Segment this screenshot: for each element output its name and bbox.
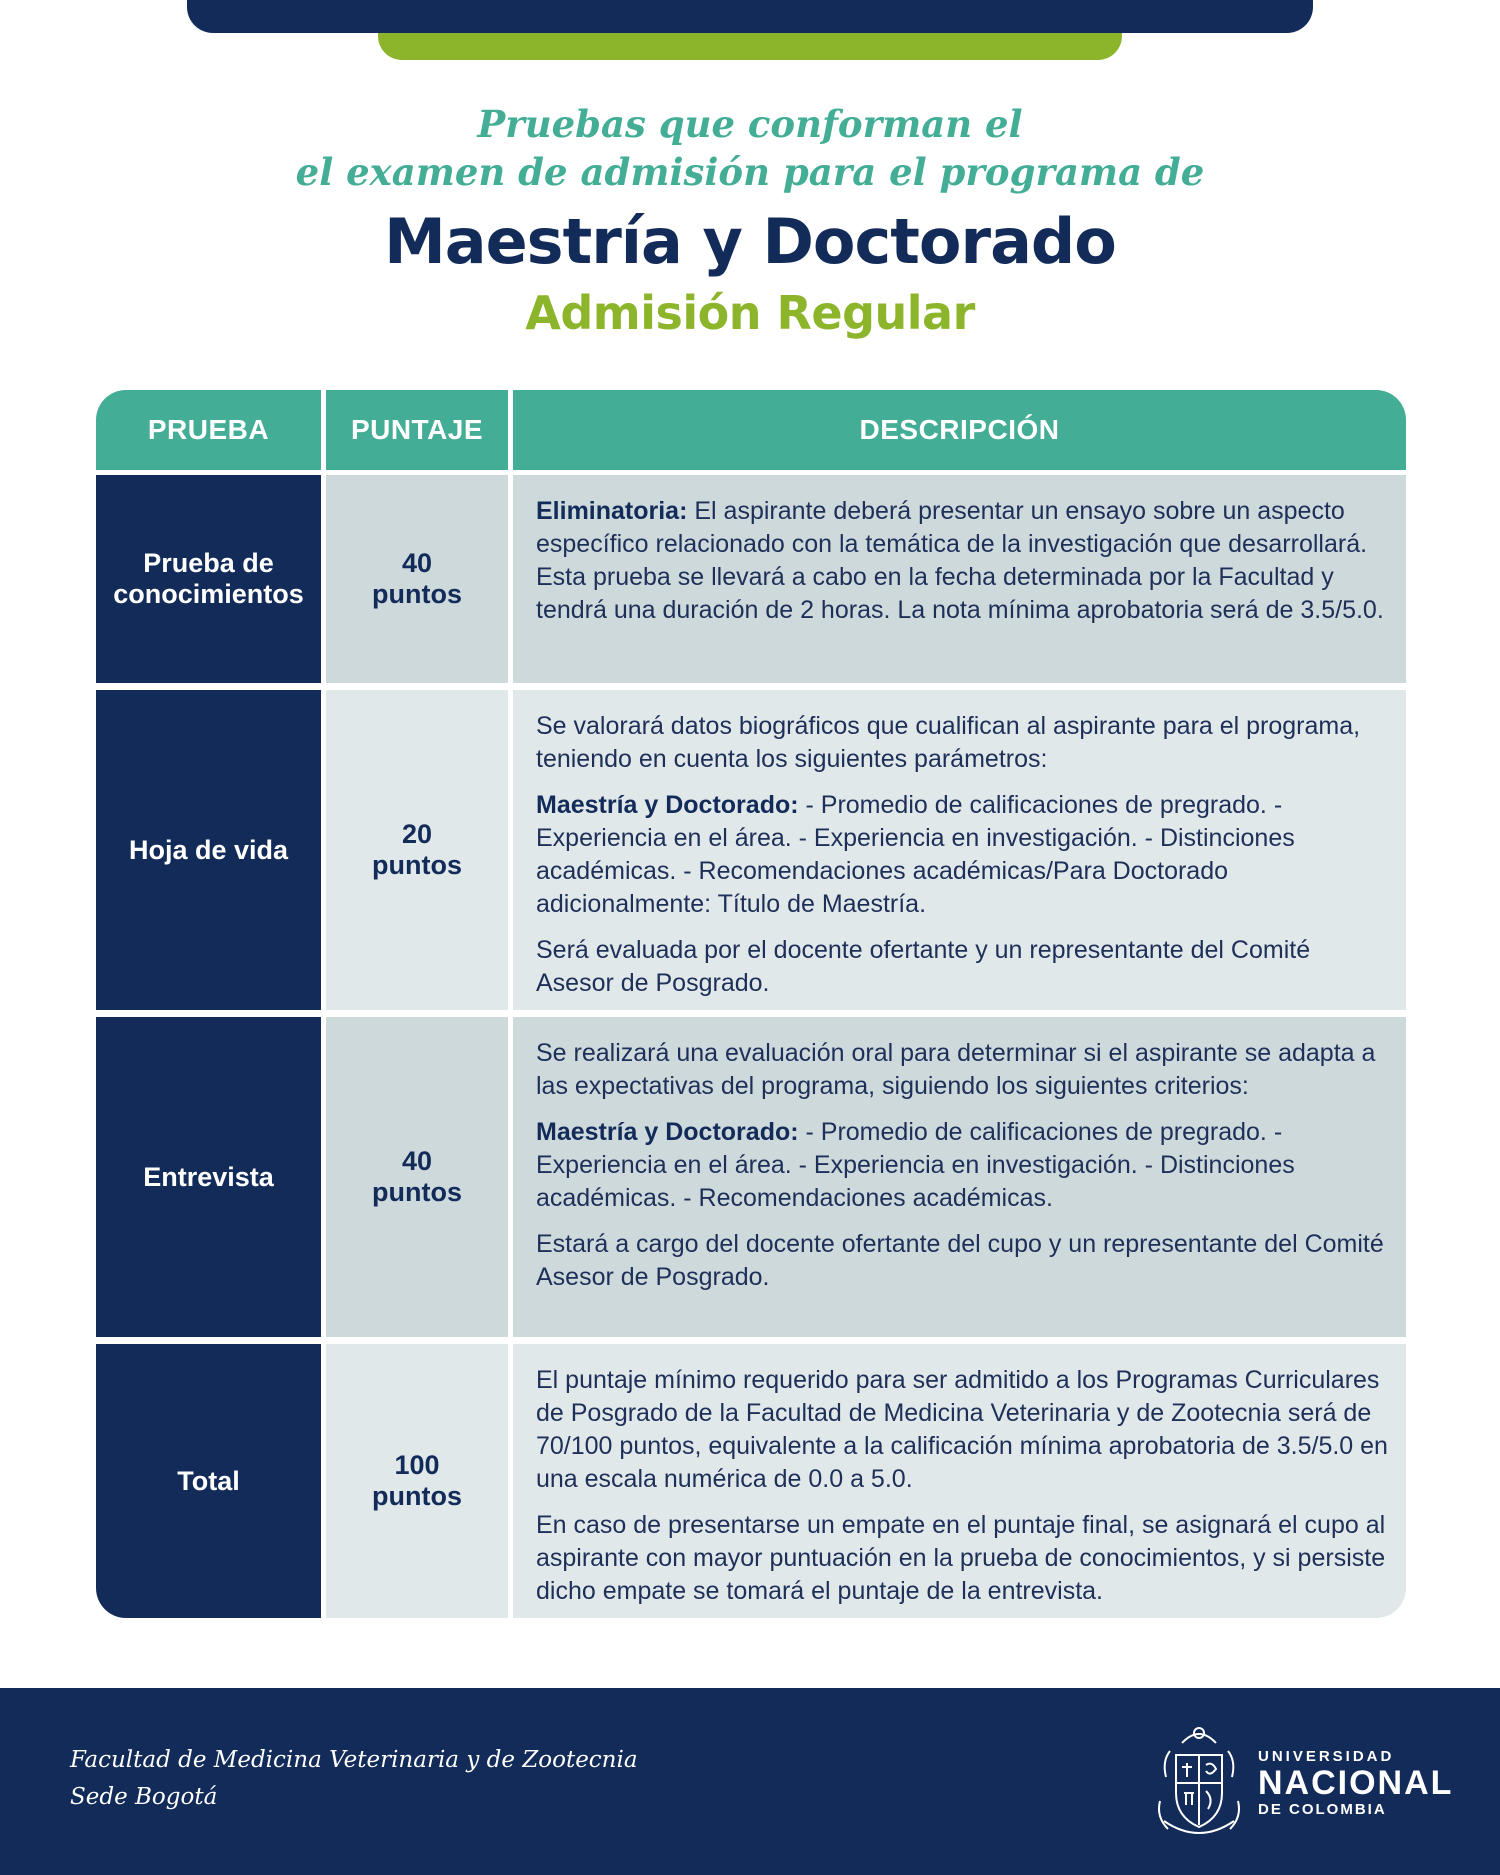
table-row: [96, 475, 1406, 683]
top-decorative-bar-green: [378, 33, 1122, 60]
university-logo-text: [1258, 1748, 1453, 1818]
universidad-nacional-seal-icon: [1152, 1721, 1246, 1841]
prueba-cell: [96, 690, 321, 1010]
prueba-label: Entrevista: [143, 1161, 274, 1192]
descripcion-paragraph: El puntaje mínimo requerido para ser admitido a los Programas Curriculares de Posgrado de la Facultad de Medicina Veterinaria y de Zootecnia será de 70/100 puntos, equivalente a la calificación mínima aprobatoria de 3.5/5.0 en una escala numérica de 0.0 a 5.0.: [536, 1366, 1388, 1493]
descripcion-text: El aspirante deberá presentar un ensayo sobre un aspecto específico relacionado con la temática de la investigación que desarrollará. Esta prueba se llevará a cabo en la fecha determinada por la Facultad y tendrá una duración de 2 horas. La nota mínima aprobatoria será de 3.5/5.0.: [536, 497, 1384, 624]
descripcion-paragraph: Estará a cargo del docente ofertante del cupo y un representante del Comité Asesor de Posgrado.: [536, 1230, 1384, 1291]
puntaje-unit: puntos: [372, 1177, 462, 1207]
header-subtitle-line2: el examen de admisión para el programa de: [295, 150, 1205, 194]
top-decorative-bar-navy: [187, 0, 1313, 33]
table-row: [96, 1344, 1406, 1618]
page-header: [0, 100, 1500, 342]
descripcion-cell: [513, 690, 1406, 1010]
logo-line1: UNIVERSIDAD: [1258, 1748, 1395, 1765]
descripcion-paragraph: Se realizará una evaluación oral para determinar si el aspirante se adapta a las expectativas del programa, siguiendo los siguientes criterios:: [536, 1039, 1376, 1100]
admission-tests-table: [96, 390, 1406, 1625]
descripcion-bold-label: Maestría y Doctorado:: [536, 791, 799, 819]
descripcion-paragraph: [536, 789, 1388, 921]
table-header-row: [96, 390, 1406, 470]
descripcion-paragraph: [536, 495, 1388, 627]
puntaje-unit: puntos: [372, 579, 462, 609]
header-subtitle-line1: Pruebas que conforman el: [477, 102, 1023, 146]
page-title: Maestría y Doctorado: [384, 205, 1116, 278]
prueba-cell: [96, 1344, 321, 1618]
puntaje-unit: puntos: [372, 850, 462, 880]
column-header-puntaje: PUNTAJE: [326, 390, 508, 470]
table-row: [96, 1017, 1406, 1337]
descripcion-paragraph: En caso de presentarse un empate en el puntaje final, se asignará el cupo al aspirante con mayor puntuación en la prueba de conocimientos, y si persiste dicho empate se tomará el puntaje de la entrevista.: [536, 1511, 1386, 1605]
prueba-cell: [96, 1017, 321, 1337]
logo-line2: NACIONAL: [1258, 1764, 1454, 1802]
descripcion-cell: [513, 1344, 1406, 1618]
prueba-label: Total: [177, 1465, 240, 1496]
descripcion-paragraph: Será evaluada por el docente ofertante y un representante del Comité Asesor de Posgrado.: [536, 936, 1311, 997]
page-footer: [0, 1688, 1500, 1875]
puntaje-unit: puntos: [372, 1481, 462, 1511]
puntaje-cell: [326, 475, 508, 683]
column-header-descripcion: DESCRIPCIÓN: [513, 390, 1406, 470]
column-header-prueba: PRUEBA: [96, 390, 321, 470]
table-row: [96, 690, 1406, 1010]
prueba-cell: [96, 475, 321, 683]
puntaje-cell: [326, 690, 508, 1010]
puntaje-value: 100: [394, 1450, 440, 1480]
prueba-label: Prueba de conocimientos: [113, 548, 304, 609]
puntaje-cell: [326, 1344, 508, 1618]
puntaje-value: 20: [401, 819, 433, 849]
page-subtitle-admision: Admisión Regular: [525, 286, 975, 340]
footer-faculty-text: [70, 1742, 638, 1816]
puntaje-cell: [326, 1017, 508, 1337]
prueba-label: Hoja de vida: [128, 834, 289, 865]
footer-line2: Sede Bogotá: [70, 1784, 218, 1810]
descripcion-bold-label: Maestría y Doctorado:: [536, 1118, 799, 1146]
footer-line1: Facultad de Medicina Veterinaria y de Zootecnia: [70, 1747, 638, 1773]
descripcion-cell: [513, 475, 1406, 683]
descripcion-paragraph: [536, 1116, 1388, 1215]
descripcion-cell: [513, 1017, 1406, 1337]
puntaje-value: 40: [401, 1146, 433, 1176]
logo-line3: DE COLOMBIA: [1258, 1801, 1387, 1818]
puntaje-value: 40: [401, 548, 433, 578]
descripcion-paragraph: Se valorará datos biográficos que cualifican al aspirante para el programa, teniendo en cuenta los siguientes parámetros:: [536, 712, 1361, 773]
descripcion-text: - Promedio de calificaciones de pregrado. - Experiencia en el área. - Experiencia en investigación. - Distinciones académicas. - Recomendaciones académicas.: [536, 1118, 1295, 1212]
descripcion-bold-label: Eliminatoria:: [536, 497, 688, 525]
descripcion-text: - Promedio de calificaciones de pregrado. - Experiencia en el área. - Experiencia en investigación. - Distinciones académicas. - Recomendaciones académicas/Para Doctorado adicionalmente: Título de Maestría.: [536, 791, 1295, 918]
